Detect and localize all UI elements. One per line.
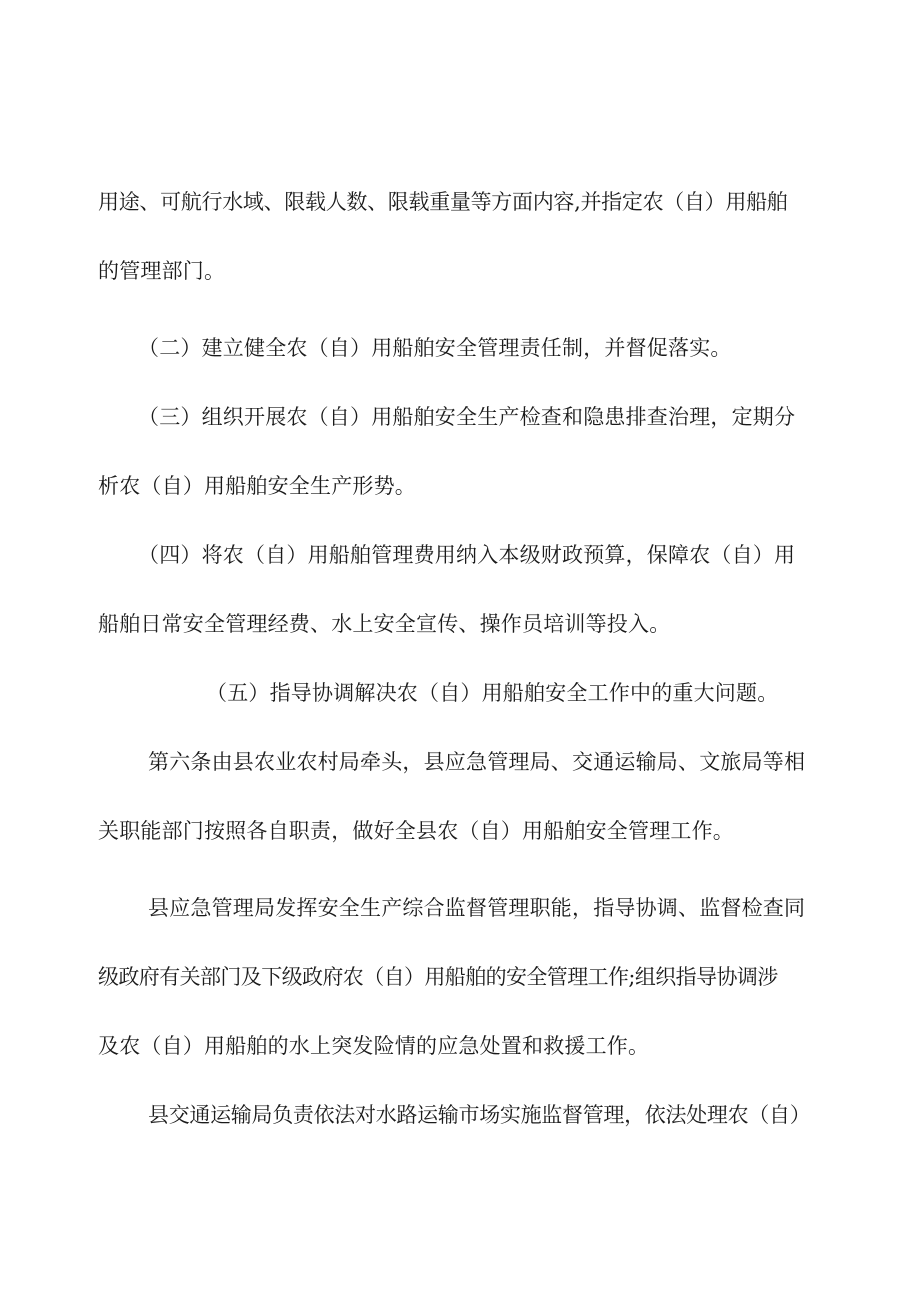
item-three-line-2: 析农（自）用船舶安全生产形势。 (98, 474, 416, 498)
text-line-1: 用途、可航行水域、限载人数、限载重量等方面内容,并指定农（自）用船舶 (98, 190, 788, 214)
article-six-line-2: 关职能部门按照各自职责，做好全县农（自）用船舶安全管理工作。 (98, 819, 734, 843)
emergency-bureau-line-2: 级政府有关部门及下级政府农（自）用船舶的安全管理工作;组织指导协调涉 (98, 965, 778, 989)
item-five-line: （五）指导协调解决农（自）用船舶安全工作中的重大问题。 (206, 681, 779, 705)
text-line-2: 的管理部门。 (98, 259, 226, 283)
transport-bureau-line-1: 县交通运输局负责依法对水路运输市场实施监督管理，依法处理农（自） (148, 1103, 811, 1127)
item-two-line: （二）建立健全农（自）用船舶安全管理责任制，并督促落实。 (138, 336, 732, 360)
article-six-line-1: 第六条由县农业农村局牵头，县应急管理局、交通运输局、文旅局等相 (148, 750, 806, 774)
item-four-line-2: 船舶日常安全管理经费、水上安全宣传、操作员培训等投入。 (98, 612, 671, 636)
emergency-bureau-line-3: 及农（自）用船舶的水上突发险情的应急处置和救援工作。 (98, 1034, 650, 1058)
item-four-line-1: （四）将农（自）用船舶管理费用纳入本级财政预算，保障农（自）用 (138, 543, 796, 567)
item-three-line-1: （三）组织开展农（自）用船舶安全生产检查和隐患排查治理，定期分 (138, 405, 796, 429)
emergency-bureau-line-1: 县应急管理局发挥安全生产综合监督管理职能，指导协调、监督检查同 (148, 896, 806, 920)
